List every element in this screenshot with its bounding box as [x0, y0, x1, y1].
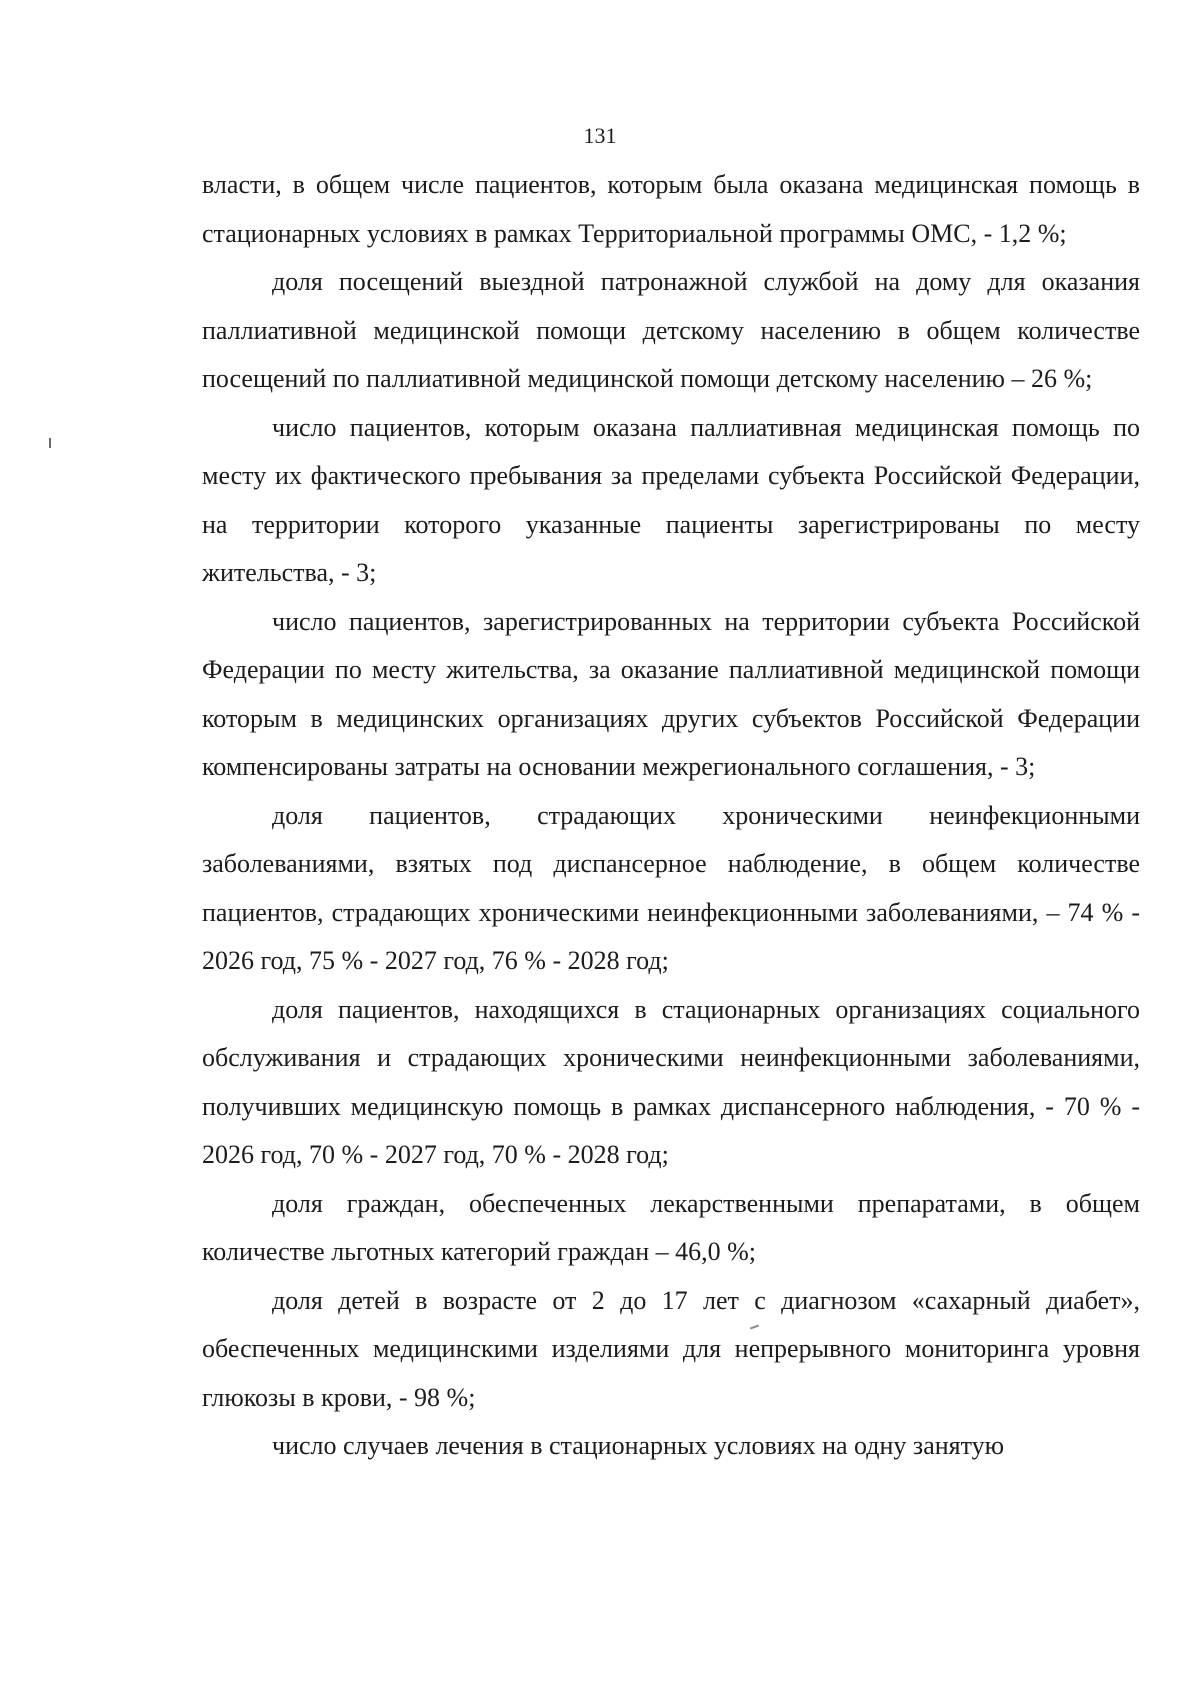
paragraph: число пациентов, которым оказана паллиативная медицинская помощь по месту их фактического пребывания за пределами субъекта Российской Федерации, на территории которого указанные пациенты зарегистрированы по месту жительства, - 3;: [202, 412, 1140, 587]
paragraph: число случаев лечения в стационарных условиях на одну занятую: [272, 1431, 1005, 1460]
paragraph: доля посещений выездной патронажной службой на дому для оказания паллиативной медицинской помощи детскому населению в общем количестве посещений по паллиативной медицинской помощи детскому населению – 26 %;: [202, 267, 1140, 393]
paragraph: доля пациентов, страдающих хроническими неинфекционными заболеваниями, взятых под диспансерное наблюдение, в общем количестве пациентов, страдающих хроническими неинфекционными заболеваниями, – 74 % - 2026 год, 75 % - 2027 год, 76 % - 2028 год;: [202, 800, 1140, 975]
paragraph: число пациентов, зарегистрированных на территории субъекта Российской Федерации по месту жительства, за оказание паллиативной медицинской помощи которым в медицинских организациях других субъектов Российской Федерации компенсированы затраты на основании межрегионального соглашения, - 3;: [202, 606, 1140, 781]
document-body: [202, 161, 1140, 1471]
paragraph: доля детей в возрасте от 2 до 17 лет с диагнозом «сахарный диабет», обеспеченных медицинскими изделиями для непрерывного мониторинга уровня глюкозы в крови, - 98 %;: [202, 1285, 1140, 1412]
page-number: 131: [583, 123, 617, 148]
paragraph: доля пациентов, находящихся в стационарных организациях социального обслуживания и страдающих хроническими неинфекционными заболеваниями, получивших медицинскую помощь в рамках диспансерного наблюдения, - 70 % - 2026 год, 70 % - 2027 год, 70 % - 2028 год;: [202, 994, 1140, 1169]
scan-margin-mark: [49, 438, 51, 448]
paragraph: доля граждан, обеспеченных лекарственными препаратами, в общем количестве льготных категорий граждан – 46,0 %;: [202, 1188, 1140, 1266]
paragraph: власти, в общем числе пациентов, которым была оказана медицинская помощь в стационарных условиях в рамках Территориальной программы ОМС, - 1,2 %;: [202, 170, 1140, 248]
